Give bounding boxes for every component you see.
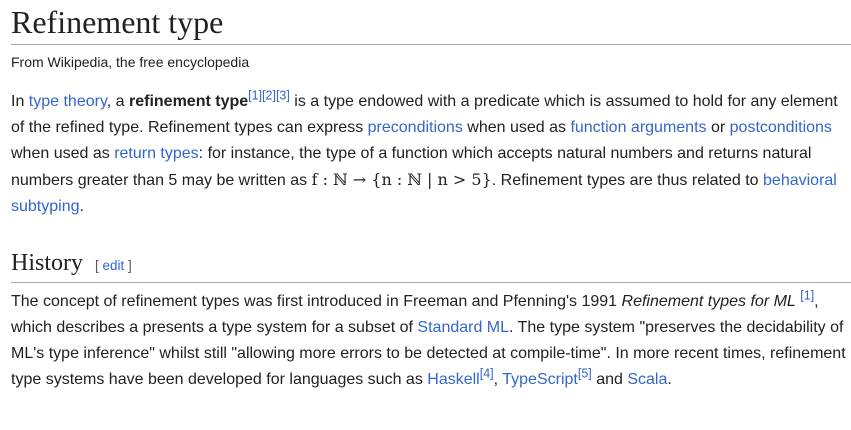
text: when used as	[462, 119, 571, 137]
citation-1[interactable]: [1]	[800, 288, 815, 303]
citation-1[interactable]: [1]	[248, 89, 263, 104]
link-scala[interactable]: Scala	[627, 370, 668, 388]
citation-4[interactable]: [4]	[479, 366, 494, 381]
bold-term: refinement type	[129, 93, 249, 111]
section-title: History	[11, 250, 83, 277]
italic-title: Refinement types for ML	[621, 292, 796, 310]
article	[11, 0, 851, 393]
link-preconditions[interactable]: preconditions	[367, 119, 463, 137]
text: .	[667, 370, 672, 388]
page-title: Refinement type	[11, 3, 851, 45]
lead-paragraph	[11, 89, 851, 220]
text: or	[706, 119, 730, 137]
text: . The type system "preserves the decidability of ML's type inference" whilst still "allowing more errors to be detected at compile-time". In more recent times, refinement type systems have been developed for languages such as	[11, 318, 846, 388]
citation-3[interactable]: [3]	[275, 89, 290, 104]
citation-2[interactable]: [2]	[262, 89, 276, 104]
link-postconditions[interactable]: postconditions	[729, 119, 832, 137]
edit-link[interactable]: edit	[102, 258, 125, 274]
text: and	[591, 370, 628, 388]
history-paragraph	[11, 289, 851, 393]
link-return-types[interactable]: return types	[114, 145, 199, 163]
text: .	[79, 198, 84, 216]
link-standard-ml[interactable]: Standard ML	[417, 318, 510, 336]
math-formula: f : ℕ → {n : ℕ | n > 5}	[311, 170, 492, 190]
link-function-arguments[interactable]: function arguments	[570, 119, 707, 137]
link-type-theory[interactable]: type theory	[28, 93, 107, 111]
citation-5[interactable]: [5]	[577, 366, 592, 381]
text: when used as	[11, 145, 115, 163]
edit-bracket-open: [	[95, 258, 103, 274]
text: . Refinement types are thus related to	[491, 172, 764, 190]
edit-bracket-close: ]	[124, 258, 132, 274]
text: : for instance, the type of a function which accepts natural numbers and returns natural numbers greater than 5 may be written as	[11, 145, 812, 190]
edit-section	[95, 258, 132, 273]
text: The concept of refinement types was first introduced in Freeman and Pfenning's 1991	[11, 292, 622, 310]
tagline: From Wikipedia, the free encyclopedia	[11, 54, 250, 71]
link-typescript[interactable]: TypeScript	[502, 370, 578, 388]
link-behavioral-subtyping[interactable]: behavioral subtyping	[11, 172, 837, 216]
link-haskell[interactable]: Haskell	[427, 370, 480, 388]
text: , which describes a presents a type system for a subset of	[11, 292, 819, 336]
section-heading-history	[11, 248, 851, 282]
text: , a	[106, 93, 129, 111]
text: ,	[493, 370, 503, 388]
text: is a type endowed with a predicate which is assumed to hold for any element of the refined type. Refinement types can express	[11, 93, 838, 137]
text: In	[11, 93, 29, 111]
